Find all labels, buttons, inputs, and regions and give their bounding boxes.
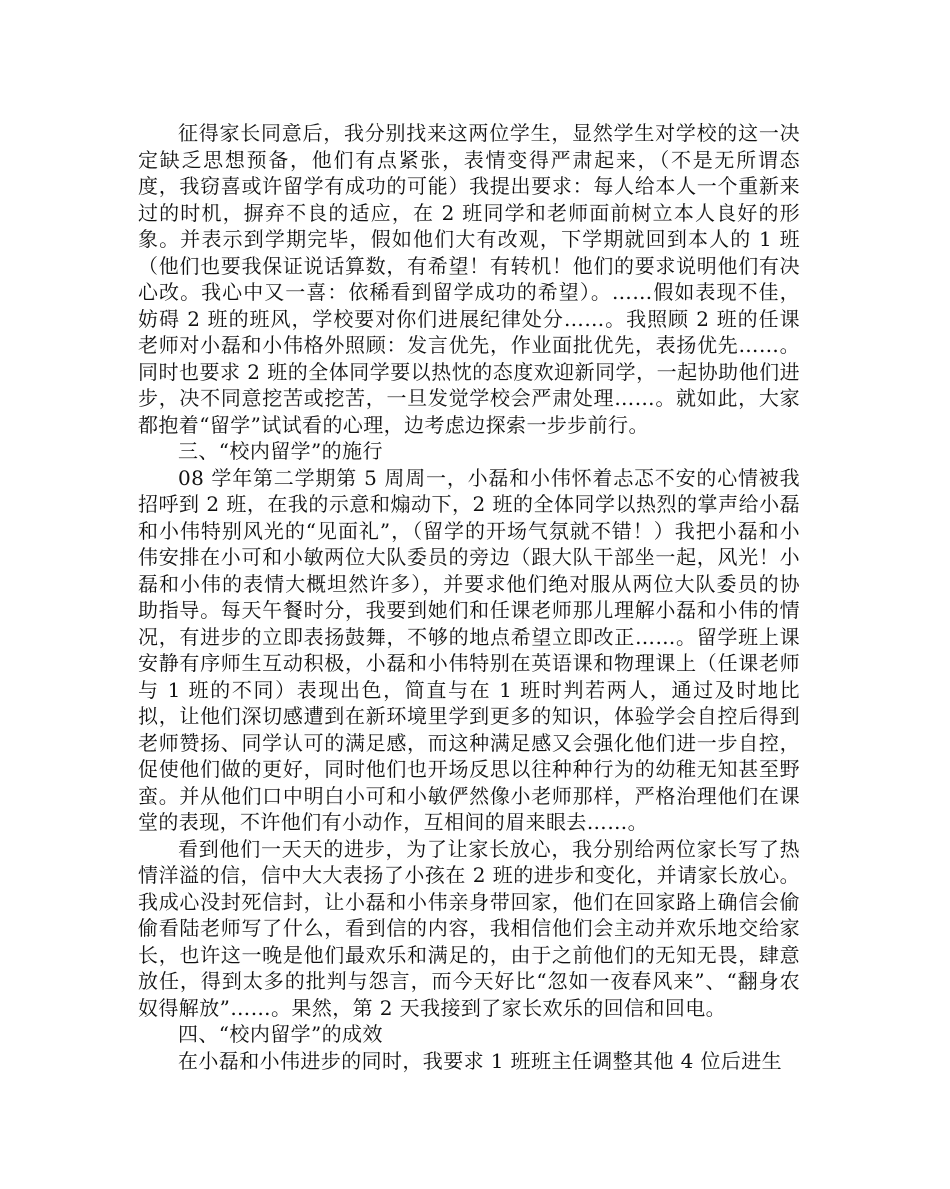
section-heading-implementation: 三、“校内留学”的施行: [178, 439, 383, 463]
paragraph-implementation: 08 学年第二学期第 5 周周一，小磊和小伟怀着忐忑不安的心情被我招呼到 2 班，在我的示意和煽动下，2 班的全体同学以热烈的掌声给小磊和小伟特别风光的“见面礼”，（留学的开场气氛就不错！）我把小磊和小伟安排在小可和小敏两位大队委员的旁边（跟大队干部坐一起，风光！小磊和小伟的表情大概坦然许多），并要求他们绝对服从两位大队委员的协助指导。每天午餐时分，我要到她们和任课老师那儿理解小磊和小伟的情况，有进步的立即表扬鼓舞，不够的地点希望立即改正……。留学班上课安静有序师生互动积极，小磊和小伟特别在英语课和物理课上（任课老师与 1 班的不同）表现出色，简直与在 1 班时判若两人，通过及时地比拟，让他们深切感遭到在新环境里学到更多的知识，体验学会自控后得到老师赞扬、同学认可的满足感，而这种满足感又会强化他们进一步自控，促使他们做的更好，同时他们也开场反思以往种种行为的幼稚无知甚至野蛮。并从他们口中明白小可和小敏俨然像小老师那样，严格治理他们在课堂的表现，不许他们有小动作，互相间的眉来眼去……。: [138, 465, 800, 834]
document-page: [138, 120, 800, 1074]
paragraph-parent-consent: 征得家长同意后，我分别找来这两位学生，显然学生对学校的这一决定缺乏思想预备，他们有点紧张，表情变得严肃起来，（不是无所谓态度，我窃喜或许留学有成功的可能）我提出要求：每人给本人一个重新来过的时机，摒弃不良的适应，在 2 班同学和老师面前树立本人良好的形象。并表示到学期完毕，假如他们大有改观，下学期就回到本人的 1 班（他们也要我保证说话算数，有希望！有转机！他们的要求说明他们有决心改。我心中又一喜：依稀看到留学成功的希望）。……假如表现不佳，妨碍 2 班的班风，学校要对你们进展纪律处分……。我照顾 2 班的任课老师对小磊和小伟格外照顾：发言优先，作业面批优先，表扬优先……。同时也要求 2 班的全体同学要以热忱的态度欢迎新同学，一起协助他们进步，决不同意挖苦或挖苦，一旦发觉学校会严肃处理……。就如此，大家都抱着“留学”试试看的心理，边考虑边探索一步步前行。: [138, 121, 800, 437]
paragraph-letters-to-parents: 看到他们一天天的进步，为了让家长放心，我分别给两位家长写了热情洋溢的信，信中大大表扬了小孩在 2 班的进步和变化，并请家长放心。我成心没封死信封，让小磊和小伟亲身带回家，他们在回家路上确信会偷偷看陆老师写了什么，看到信的内容，我相信他们会主动并欢乐地交给家长，也许这一晚是他们最欢乐和满足的，由于之前他们的无知无畏，肆意放任，得到太多的批判与怨言，而今天好比“忽如一夜春风来”、“翻身农奴得解放”……。果然，第 2 天我接到了家长欢乐的回信和回电。: [138, 836, 800, 1020]
section-heading-results: 四、“校内留学”的成效: [178, 1022, 383, 1046]
paragraph-results: 在小磊和小伟进步的同时，我要求 1 班班主任调整其他 4 位后进生: [178, 1048, 783, 1073]
